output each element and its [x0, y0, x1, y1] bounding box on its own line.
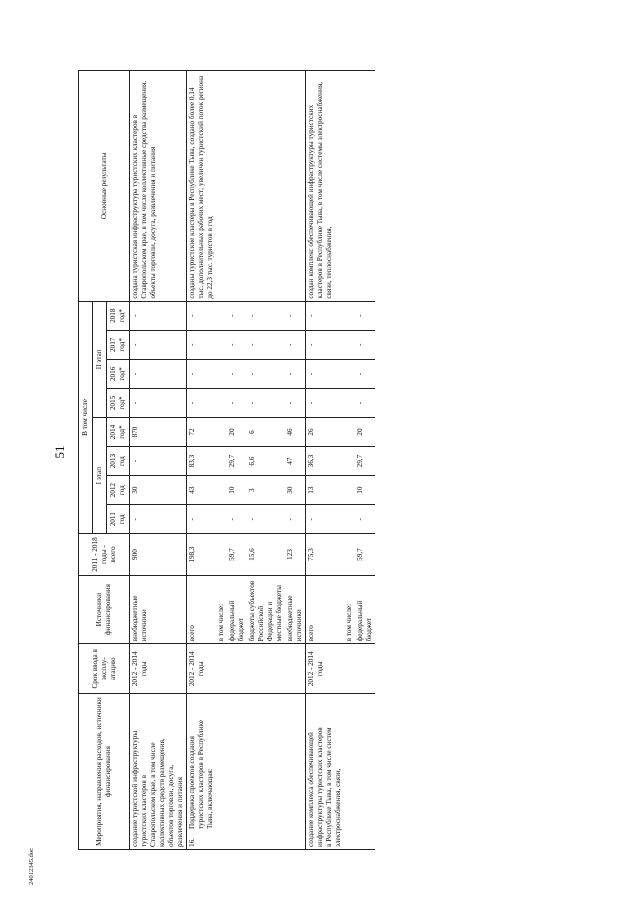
result-cell: создан комплекс обеспечивающей инфраструктуры туристских кластеров в Республике Тыва, в том числе системы электроснабжения, связи, теплоснабжения, — [306, 71, 376, 302]
source-cell: внебюджетные источники — [285, 575, 306, 644]
value-2015: - — [355, 388, 375, 417]
value-2013: 29,7 — [355, 447, 375, 476]
value-2012 — [216, 476, 227, 505]
value-2015: - — [187, 388, 217, 417]
source-cell: в том числе: — [344, 575, 355, 644]
value-total: 75,3 — [306, 534, 345, 576]
value-2015: - — [285, 388, 306, 417]
value-2014 — [344, 417, 355, 446]
table-row — [306, 71, 345, 850]
value-2014: 6 — [247, 417, 285, 446]
measure-cell — [344, 694, 355, 850]
value-2013 — [344, 447, 355, 476]
term-cell: 2012 - 2014 годы — [187, 644, 217, 694]
measure-cell — [187, 694, 217, 850]
measure-cell — [355, 694, 375, 850]
source-cell: федеральный бюджет — [355, 575, 375, 644]
value-2018: - — [130, 301, 187, 330]
header-year-2012: 2012 год — [107, 476, 130, 505]
table-row — [130, 71, 187, 850]
term-cell — [227, 644, 247, 694]
value-total — [216, 534, 227, 576]
value-2013: 29,7 — [227, 447, 247, 476]
header-total: 2011 - 2018 годы - всего — [79, 534, 130, 576]
term-cell — [216, 644, 227, 694]
value-2013: 36,3 — [306, 447, 345, 476]
value-2011 — [344, 505, 355, 534]
value-2018: - — [355, 301, 375, 330]
rotated-table-wrapper — [78, 70, 588, 850]
header-year-2015: 2015 год* — [107, 388, 130, 417]
value-2016 — [344, 359, 355, 388]
value-2011: - — [130, 505, 187, 534]
program-table — [78, 70, 375, 850]
value-2016: - — [187, 359, 217, 388]
value-2017: - — [285, 330, 306, 359]
value-2018: - — [227, 301, 247, 330]
source-cell: в том числе: — [216, 575, 227, 644]
value-2012 — [344, 476, 355, 505]
page-number: 51 — [52, 445, 67, 459]
value-2018: - — [247, 301, 285, 330]
value-2016: - — [285, 359, 306, 388]
value-2017: - — [247, 330, 285, 359]
value-2012: 30 — [130, 476, 187, 505]
header-year-2011: 2011 год — [107, 505, 130, 534]
value-2015 — [344, 388, 355, 417]
value-2016: - — [130, 359, 187, 388]
value-2014: 46 — [285, 417, 306, 446]
value-2013: 47 — [285, 447, 306, 476]
value-2015: - — [227, 388, 247, 417]
source-cell: федеральный бюджет — [227, 575, 247, 644]
term-cell: 2012 - 2014 годы — [130, 644, 187, 694]
value-2012: 10 — [355, 476, 375, 505]
value-total: 198,3 — [187, 534, 217, 576]
term-cell — [355, 644, 375, 694]
table-row — [187, 71, 217, 850]
result-cell: созданы туристские кластеры в Республике Тыва, создано более 0,14 тыс. дополнительных рабочих мест; увеличен туристский поток региона до 22,3 тыс. туристов в год — [187, 71, 306, 302]
value-2012: 3 — [247, 476, 285, 505]
footer-filename: 24012345.doc — [28, 847, 35, 885]
value-2011: - — [187, 505, 217, 534]
value-2014: 26 — [306, 417, 345, 446]
value-2011 — [216, 505, 227, 534]
value-2014: 20 — [227, 417, 247, 446]
value-total: 123 — [285, 534, 306, 576]
measure-cell — [216, 694, 227, 850]
measure-cell — [227, 694, 247, 850]
term-cell — [247, 644, 285, 694]
value-2012: 43 — [187, 476, 217, 505]
value-2015 — [216, 388, 227, 417]
value-2013 — [216, 447, 227, 476]
value-2012: 10 — [227, 476, 247, 505]
value-2011: - — [355, 505, 375, 534]
value-2016: - — [247, 359, 285, 388]
measure-text: Поддержка проектов создания туристских кластеров в Республике Тыва, включающая: — [188, 720, 214, 829]
source-cell: всего — [306, 575, 345, 644]
term-cell: 2012 - 2014 годы — [306, 644, 345, 694]
header-year-2014: 2014 год* — [107, 417, 130, 446]
value-2011: - — [285, 505, 306, 534]
header-measures: Мероприятия, направления расходов, источники финансирования — [79, 694, 130, 850]
value-2018: - — [306, 301, 345, 330]
header-stage1: I этап — [93, 417, 107, 533]
measure-text: создание комплекса обеспечивающей инфраструктуры туристских кластеров в Республике Тыва, в том числе систем электроснабжения, связи, — [307, 727, 342, 847]
value-2014: 72 — [187, 417, 217, 446]
value-2017: - — [187, 330, 217, 359]
header-year-2013: 2013 год — [107, 447, 130, 476]
value-2017: - — [227, 330, 247, 359]
value-total: 59,7 — [355, 534, 375, 576]
value-total: 900 — [130, 534, 187, 576]
measure-text: создание туристской инфраструктуры туристских кластеров в Ставропольском крае, в том числе коллективных средств размещения, объектов торговли, досуга, развлечения и питания — [131, 730, 184, 847]
header-in-total: В том числе — [79, 301, 93, 534]
header-year-2016: 2016 год* — [107, 359, 130, 388]
value-2011: - — [227, 505, 247, 534]
value-2016: - — [306, 359, 345, 388]
header-year-2018: 2018 год* — [107, 301, 130, 330]
value-2014: 20 — [355, 417, 375, 446]
header-sources: Источники финансирования — [79, 575, 130, 644]
value-2016: - — [355, 359, 375, 388]
header-results: Основные результаты — [79, 71, 130, 302]
value-2015: - — [306, 388, 345, 417]
value-total: 59,7 — [227, 534, 247, 576]
value-2016: - — [227, 359, 247, 388]
value-total: 15,6 — [247, 534, 285, 576]
value-2015: - — [130, 388, 187, 417]
measure-cell — [130, 694, 187, 850]
term-cell — [285, 644, 306, 694]
value-2014: 870 — [130, 417, 187, 446]
value-2011: - — [306, 505, 345, 534]
row-number: 16. — [188, 838, 196, 847]
header-stage2: II этап — [93, 301, 107, 417]
value-2012: 30 — [285, 476, 306, 505]
value-2014 — [216, 417, 227, 446]
value-2018: - — [285, 301, 306, 330]
result-cell: создана туристская инфраструктура туристских кластеров в Ставропольском крае, в том числе коллективные средства размещения, объекты торговли, досуга, развлечения и питания — [130, 71, 187, 302]
value-2015: - — [247, 388, 285, 417]
value-2018 — [344, 301, 355, 330]
value-2017: - — [130, 330, 187, 359]
value-2016 — [216, 359, 227, 388]
source-cell: всего — [187, 575, 217, 644]
value-2017: - — [355, 330, 375, 359]
value-2017 — [344, 330, 355, 359]
term-cell — [344, 644, 355, 694]
header-year-2017: 2017 год* — [107, 330, 130, 359]
value-2012: 13 — [306, 476, 345, 505]
source-cell: внебюджетные источники — [130, 575, 187, 644]
value-2018: - — [187, 301, 217, 330]
value-2013: 6,6 — [247, 447, 285, 476]
value-2017 — [216, 330, 227, 359]
value-total — [344, 534, 355, 576]
value-2013: - — [130, 447, 187, 476]
measure-cell — [306, 694, 345, 850]
source-cell: бюджеты субъектов Российской Федерации и местные бюджеты — [247, 575, 285, 644]
value-2018 — [216, 301, 227, 330]
measure-cell — [285, 694, 306, 850]
header-term: Срок ввода в эксплу-атацию — [79, 644, 130, 694]
value-2017: - — [306, 330, 345, 359]
measure-cell — [247, 694, 285, 850]
value-2011: - — [247, 505, 285, 534]
value-2013: 83,3 — [187, 447, 217, 476]
